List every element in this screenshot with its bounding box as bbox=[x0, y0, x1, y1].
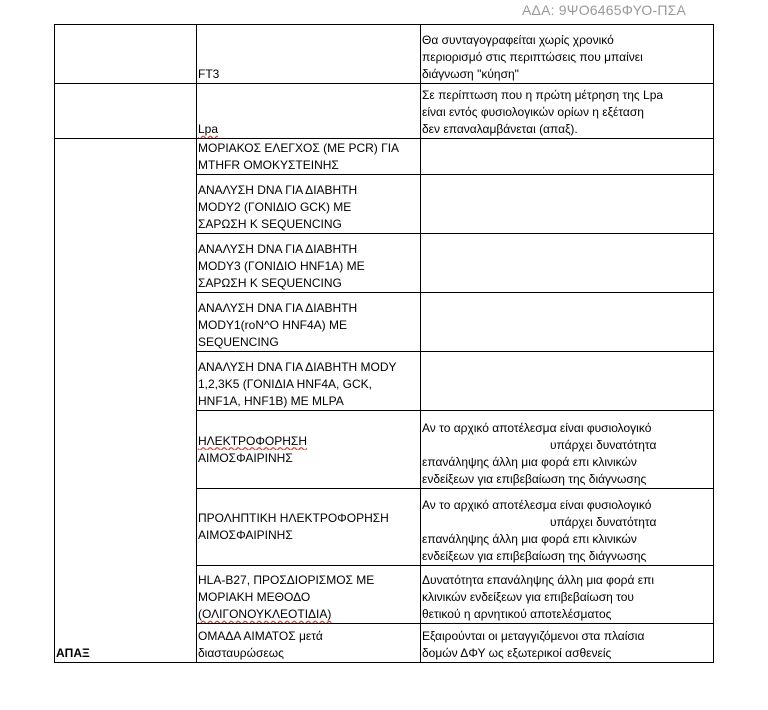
exam-cell: ΑΝΑΛΥΣΗ DNA ΓΙΑ ΔΙΑΒΗΤΗ MODY1(rοΝ^Ο HNF4A) ΜΕ SEQUENCING bbox=[197, 293, 421, 352]
note-cell: Εξαιρούνται οι μεταγγιζόμενοι στα πλαίσια δομών ΔΦΥ ως εξωτερικοί ασθενείς bbox=[421, 624, 714, 663]
table-row bbox=[55, 25, 714, 84]
group-cell-top bbox=[55, 25, 197, 84]
exam-cell: Lpa bbox=[197, 84, 421, 139]
exam-cell: HLA-B27, ΠΡΟΣΔΙΟΡΙΣΜΟΣ ΜΕ ΜΟΡΙΑΚΗ ΜΕΘΟΔΟ (ΟΛΙΓΟΝΟΥΚΛΕΟΤΙΔΙΑ) bbox=[197, 566, 421, 624]
exam-cell: ΑΝΑΛΥΣΗ DNA ΓΙΑ ΔΙΑΒΗΤΗ MODY 1,2,3K5 (ΓΟΝΙΔΙΑ HNF4A, GCK, HNF1A, HNF1B) ΜΕ MLPA bbox=[197, 352, 421, 411]
exam-cell: ΠΡΟΛΗΠΤΙΚΗ ΗΛΕΚΤΡΟΦΟΡΗΣΗ ΑΙΜΟΣΦΑΙΡΙΝΗΣ bbox=[197, 489, 421, 566]
ada-code: ΑΔΑ: 9ΨΟ6465ΦΥΟ-ΠΣΑ bbox=[522, 2, 687, 18]
note-cell: Αν το αρχικό αποτέλεσμα είναι φυσιολογικό υπάρχει δυνατότητα επανάληψης άλλη μια φορά επι κλινικών ενδείξεων για επιβεβαίωση της διάγνωσης bbox=[421, 411, 714, 489]
table-row bbox=[55, 84, 714, 139]
note-cell: Αν το αρχικό αποτέλεσμα είναι φυσιολογικό υπάρχει δυνατότητα επανάληψης άλλη μια φορά επι κλινικών ενδείξεων για επιβεβαίωση της διάγνωσης bbox=[421, 489, 714, 566]
group-cell-top bbox=[55, 84, 197, 139]
exam-cell: ΟΜΑΔΑ ΑΙΜΑΤΟΣ μετά διασταυρώσεως bbox=[197, 624, 421, 663]
table-row bbox=[55, 139, 714, 175]
note-cell bbox=[421, 139, 714, 175]
exam-cell: ΑΝΑΛΥΣΗ DNA ΓΙΑ ΔΙΑΒΗΤΗ MODY3 (ΓΟΝΙΔΙΟ HNF1A) ΜΕ ΣΑΡΩΣΗ Κ SEQUENCING bbox=[197, 234, 421, 293]
note-cell bbox=[421, 352, 714, 411]
note-cell: Θα συνταγογραφείται χωρίς χρονικό περιορισμό στις περιπτώσεις που μπαίνει διάγνωση "κύηση" bbox=[421, 25, 714, 84]
note-cell bbox=[421, 175, 714, 234]
note-cell: Σε περίπτωση που η πρώτη μέτρηση της Lpa είναι εντός φυσιολογικών ορίων η εξέταση δεν επαναλαμβάνεται (απαξ). bbox=[421, 84, 714, 139]
exam-cell: ΗΛΕΚΤΡΟΦΟΡΗΣΗ ΑΙΜΟΣΦΑΙΡΙΝΗΣ bbox=[197, 411, 421, 489]
note-cell: Δυνατότητα επανάληψης άλλη μια φορά επι κλινικών ενδείξεων για επιβεβαίωση του θετικού η αρνητικού αποτελέσματος bbox=[421, 566, 714, 624]
exam-cell: ΑΝΑΛΥΣΗ DNA ΓΙΑ ΔΙΑΒΗΤΗ MODY2 (ΓΟΝΙΔΙΟ GCK) ΜΕ ΣΑΡΩΣΗ Κ SEQUENCING bbox=[197, 175, 421, 234]
note-cell bbox=[421, 234, 714, 293]
group-label: ΑΠΑΞ bbox=[55, 139, 197, 663]
exams-table bbox=[54, 24, 714, 663]
exam-cell: FT3 bbox=[197, 25, 421, 84]
note-cell bbox=[421, 293, 714, 352]
exam-cell: ΜΟΡΙΑΚΟΣ ΕΛΕΓΧΟΣ (ΜΕ PCR) ΓΙΑ MTHFR ΟΜΟΚΥΣΤΕΙΝΗΣ bbox=[197, 139, 421, 175]
